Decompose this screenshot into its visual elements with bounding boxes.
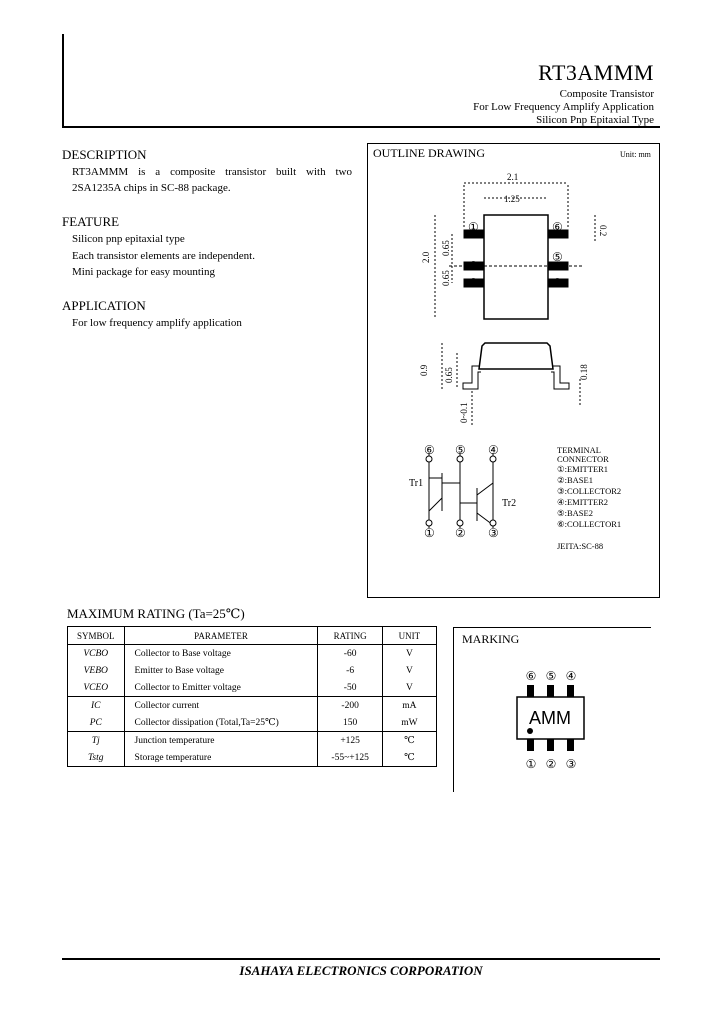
dim-1-25: 1.25 bbox=[504, 194, 520, 204]
jeita-code: JEITA:SC-88 bbox=[557, 541, 604, 551]
header-rule-vertical bbox=[62, 34, 64, 128]
circuit-pin-5: ⑤ bbox=[455, 443, 466, 457]
marking-pin-2: ② bbox=[545, 757, 557, 771]
marking-pin-6: ⑥ bbox=[525, 669, 537, 683]
terminal-item: ①:EMITTER1 bbox=[557, 464, 609, 474]
description-heading: DESCRIPTION bbox=[62, 147, 147, 162]
table-row bbox=[68, 679, 437, 697]
rating-header-symbol: SYMBOL bbox=[68, 627, 125, 645]
unit-cell: ℃ bbox=[382, 749, 436, 767]
rating-cell: -55~+125 bbox=[318, 749, 382, 767]
rating-cell: -200 bbox=[318, 697, 382, 715]
package-top-view bbox=[484, 215, 548, 319]
parameter-cell: Storage temperature bbox=[124, 749, 318, 767]
symbol-cell: PC bbox=[68, 714, 125, 732]
rating-cell: -50 bbox=[318, 679, 382, 697]
marking-pin-5: ⑤ bbox=[545, 669, 557, 683]
rating-table bbox=[67, 626, 437, 767]
dim-0-0-1: 0~0.1 bbox=[459, 402, 469, 423]
terminal-item: ⑥:COLLECTOR1 bbox=[557, 519, 622, 529]
unit-cell: V bbox=[382, 645, 436, 663]
table-row bbox=[68, 662, 437, 679]
symbol-cell: Tstg bbox=[68, 749, 125, 767]
terminal-title-2: CONNECTOR bbox=[557, 454, 609, 464]
table-row bbox=[68, 732, 437, 750]
rating-cell: 150 bbox=[318, 714, 382, 732]
subtitle-type: Composite Transistor bbox=[559, 88, 654, 100]
description-line-1: RT3AMMM is a composite transistor built with two bbox=[72, 166, 352, 178]
rating-cell: +125 bbox=[318, 732, 382, 750]
rating-title: MAXIMUM RATING (Ta=25℃) bbox=[67, 606, 245, 621]
rating-header-rating: RATING bbox=[318, 627, 382, 645]
unit-cell: V bbox=[382, 662, 436, 679]
dim-0-18: 0.18 bbox=[579, 364, 589, 380]
package-side-view bbox=[479, 343, 553, 369]
terminal-title: TERMINAL bbox=[557, 445, 601, 455]
dim-0-65-a: 0.65 bbox=[441, 270, 451, 286]
parameter-cell: Junction temperature bbox=[124, 732, 318, 750]
symbol-cell: IC bbox=[68, 697, 125, 715]
symbol-cell: VCBO bbox=[68, 645, 125, 663]
pin-label-1: ① bbox=[468, 220, 479, 234]
rating-header-unit: UNIT bbox=[382, 627, 436, 645]
unit-cell: mW bbox=[382, 714, 436, 732]
rating-header-row bbox=[68, 627, 437, 645]
pin-label-4: ④ bbox=[552, 276, 563, 290]
marking-title: MARKING bbox=[462, 632, 520, 646]
footer-rule bbox=[62, 958, 660, 960]
application-text: For low frequency amplify application bbox=[72, 317, 242, 329]
feature-item: Mini package for easy mounting bbox=[72, 266, 215, 278]
subtitle-application: For Low Frequency Amplify Application bbox=[473, 101, 654, 113]
circuit-pin-2: ② bbox=[455, 526, 466, 540]
dim-2-0: 2.0 bbox=[421, 251, 431, 263]
rating-header-parameter: PARAMETER bbox=[124, 627, 318, 645]
application-heading: APPLICATION bbox=[62, 298, 146, 313]
marking-code: AMM bbox=[529, 708, 571, 728]
table-row bbox=[68, 697, 437, 715]
marking-pin-3: ③ bbox=[565, 757, 577, 771]
parameter-cell: Emitter to Base voltage bbox=[124, 662, 318, 679]
unit-cell: V bbox=[382, 679, 436, 697]
dim-0-9: 0.9 bbox=[419, 364, 429, 376]
table-row bbox=[68, 645, 437, 663]
symbol-cell: VEBO bbox=[68, 662, 125, 679]
dim-0-65-c: 0.65 bbox=[444, 367, 454, 383]
parameter-cell: Collector to Emitter voltage bbox=[124, 679, 318, 697]
dim-2-1: 2.1 bbox=[507, 172, 519, 182]
terminal-item: ②:BASE1 bbox=[557, 475, 593, 485]
symbol-cell: VCEO bbox=[68, 679, 125, 697]
unit-cell: mA bbox=[382, 697, 436, 715]
symbol-cell: Tj bbox=[68, 732, 125, 750]
parameter-cell: Collector dissipation (Total,Ta=25℃) bbox=[124, 714, 318, 732]
pin-label-3: ③ bbox=[468, 276, 479, 290]
circuit-pin-1: ① bbox=[424, 526, 435, 540]
outline-drawing bbox=[367, 143, 660, 598]
tr2-label: Tr2 bbox=[502, 498, 517, 509]
terminal-item: ③:COLLECTOR2 bbox=[557, 486, 622, 496]
part-number: RT3AMMM bbox=[538, 60, 654, 85]
outline-unit: Unit: mm bbox=[620, 150, 651, 159]
feature-item: Silicon pnp epitaxial type bbox=[72, 233, 185, 245]
feature-item: Each transistor elements are independent. bbox=[72, 250, 255, 262]
company-name: ISAHAYA ELECTRONICS CORPORATION bbox=[239, 963, 483, 978]
circuit-pin-3: ③ bbox=[488, 526, 499, 540]
header-rule-horizontal bbox=[62, 126, 660, 128]
dim-0-2: 0.2 bbox=[598, 225, 608, 237]
terminal-item: ④:EMITTER2 bbox=[557, 497, 609, 507]
marking-drawing bbox=[453, 627, 651, 792]
subtitle-material: Silicon Pnp Epitaxial Type bbox=[536, 114, 654, 126]
pin-label-5: ⑤ bbox=[552, 250, 563, 264]
circuit-pin-6: ⑥ bbox=[424, 443, 435, 457]
terminal-item: ⑤:BASE2 bbox=[557, 508, 593, 518]
pin1-index-dot bbox=[527, 728, 533, 734]
description-line-2: 2SA1235A chips in SC-88 package. bbox=[72, 182, 231, 194]
unit-cell: ℃ bbox=[382, 732, 436, 750]
table-row bbox=[68, 714, 437, 732]
outline-drawing-title: OUTLINE DRAWING bbox=[373, 146, 486, 160]
circuit-pin-4: ④ bbox=[488, 443, 499, 457]
rating-cell: -6 bbox=[318, 662, 382, 679]
marking-pin-1: ① bbox=[525, 757, 537, 771]
rating-cell: -60 bbox=[318, 645, 382, 663]
marking-pin-4: ④ bbox=[565, 669, 577, 683]
pin-label-2: ② bbox=[468, 259, 479, 273]
dim-0-65-b: 0.65 bbox=[441, 240, 451, 256]
parameter-cell: Collector to Base voltage bbox=[124, 645, 318, 663]
parameter-cell: Collector current bbox=[124, 697, 318, 715]
table-row bbox=[68, 749, 437, 767]
pin-label-6: ⑥ bbox=[552, 220, 563, 234]
tr1-label: Tr1 bbox=[409, 478, 424, 489]
feature-heading: FEATURE bbox=[62, 214, 120, 229]
